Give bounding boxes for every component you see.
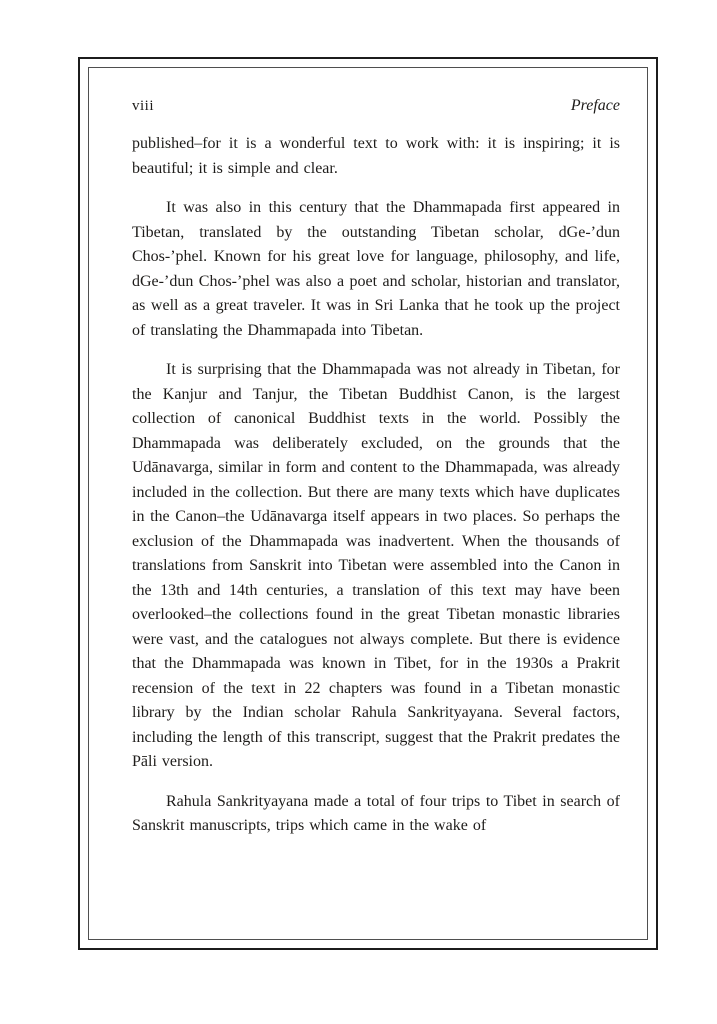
paragraph-four-trips: Rahula Sankrityayana made a total of four trips to Tibet in search of Sanskrit manuscripts, trips which came in the wake of bbox=[132, 792, 620, 834]
paragraph-canon-exclusion: It is surprising that the Dhammapada was not already in Tibetan, for the Kanjur and Tanjur, the Tibetan Buddhist Canon, is the largest collection of canonical Buddhist texts in the world. Possibly the Dhammapada was deliberately excluded, on the grounds that the Udānavarga, similar in form and content to the Dhammapada, was already included in the collection. But there are many texts which have duplicates in the Canon–the Udānavarga itself appears in two places. So perhaps the exclusion of the Dhammapada was inadvertent. When the thousands of translations from Sanskrit into Tibetan were assembled into the Canon in the 13th and 14th centuries, a translation of this text may have been overlooked–the collections found in the great Tibetan monastic libraries were vast, and the catalogues not always complete. But there is evidence that the Dhammapada was known in Tibet, for in the 1930s a Prakrit recension of the text in 22 chapters was found in a Tibetan monastic library by the Indian scholar Rahula Sankrityayana. Several factors, including the length of this transcript, suggest that the Prakrit predates the Pāli version. bbox=[132, 361, 620, 770]
page-number: viii bbox=[132, 98, 155, 114]
page-header bbox=[132, 97, 620, 115]
paragraph-continuation: published–for it is a wonderful text to work with: it is inspiring; it is beautiful; it is simple and clear. bbox=[132, 135, 620, 177]
paragraph-tibetan-translation: It was also in this century that the Dhammapada first appeared in Tibetan, translated by the outstanding Tibetan scholar, dGe-’dun Chos-’phel. Known for his great love for language, philosophy, and life, dGe-’dun Chos-’phel was also a poet and scholar, historian and translator, as well as a great traveler. It was in Sri Lanka that he took up the project of translating the Dhammapada into Tibetan. bbox=[132, 199, 620, 339]
running-title: Preface bbox=[570, 97, 620, 114]
page-frame-outer bbox=[78, 57, 658, 950]
page-frame-inner bbox=[88, 67, 648, 940]
page-body bbox=[132, 132, 620, 839]
